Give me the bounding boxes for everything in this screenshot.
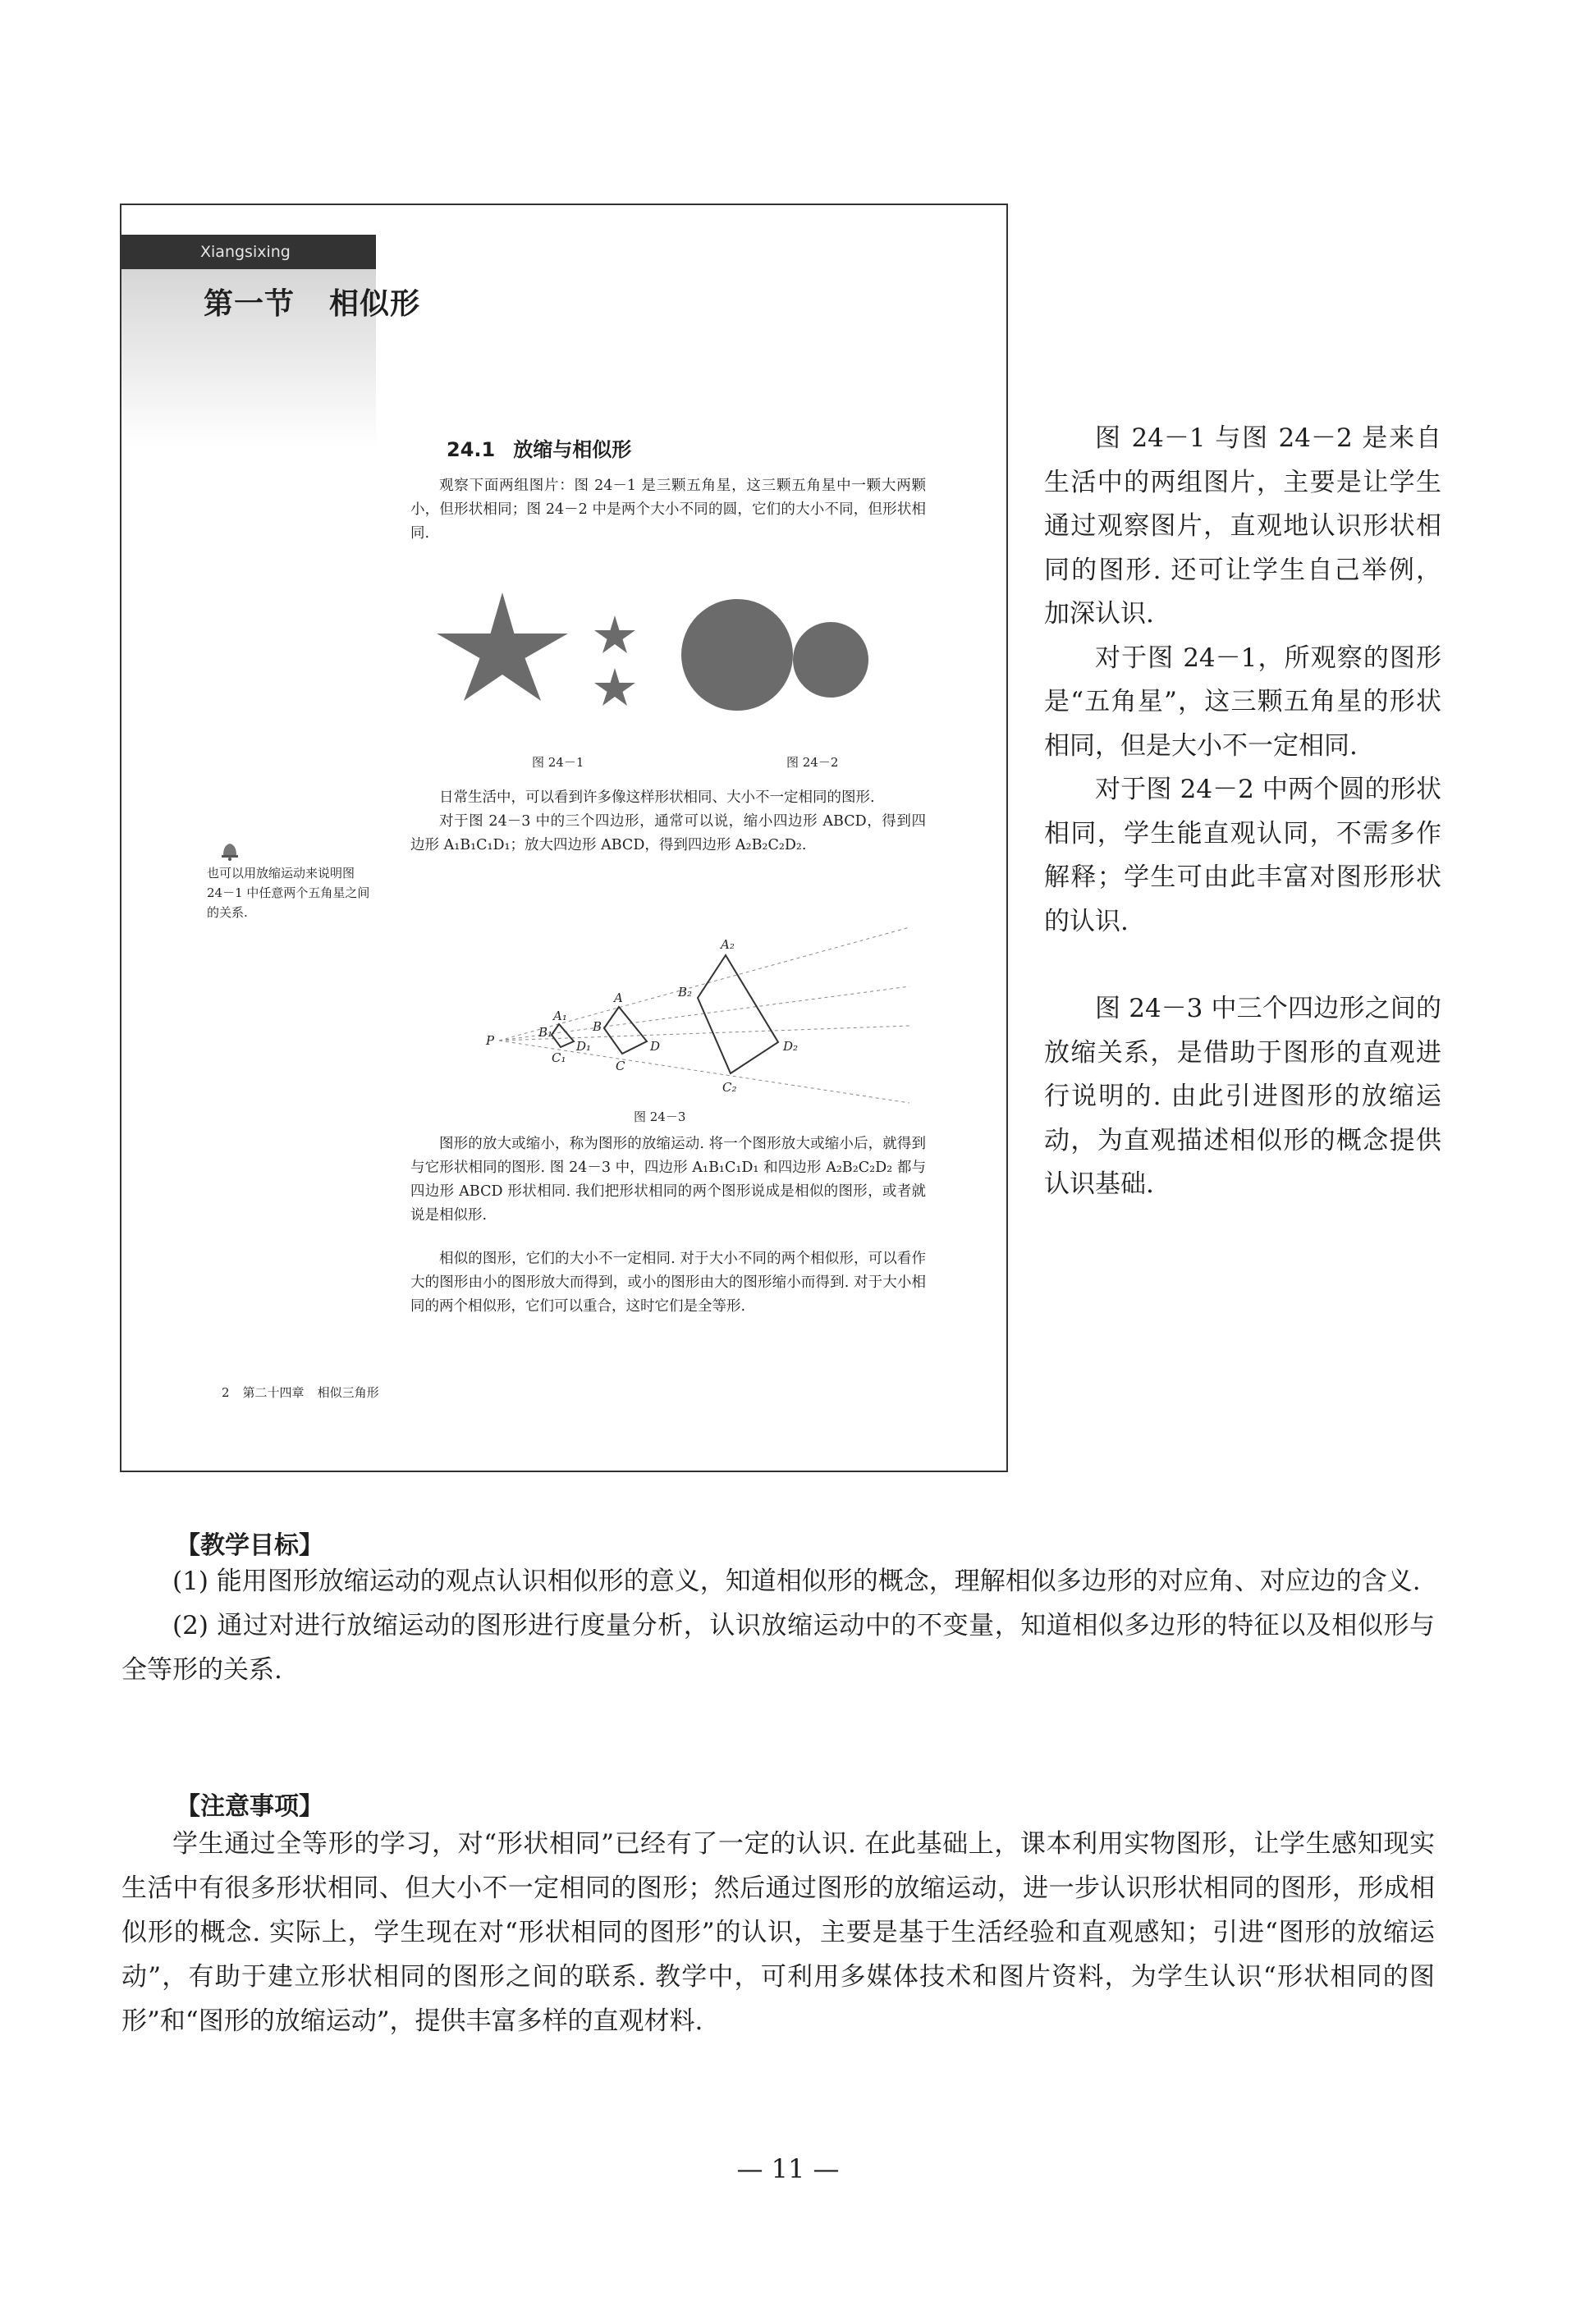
label-D2: D₂ xyxy=(783,1039,799,1054)
ray-to-D2 xyxy=(499,1026,909,1041)
goal-item-1: (1) 能用图形放缩运动的观点认识相似形的意义，知道相似形的概念，理解相似多边形的对应角、对应边的含义. xyxy=(172,1567,1421,1596)
label-C2: C₂ xyxy=(722,1080,737,1095)
section-number: 第一节 xyxy=(204,287,296,321)
commentary-paragraph-3: 对于图 24－2 中两个圆的形状相同，学生能直观认同，不需多作解释；学生可由此丰富对图形形状的认识. xyxy=(1044,775,1441,936)
subsection-title: 放缩与相似形 xyxy=(513,438,632,461)
label-P: P xyxy=(486,1033,495,1048)
subsection-number: 24.1 xyxy=(447,438,496,461)
label-D: D xyxy=(650,1039,661,1054)
section-name: 相似形 xyxy=(329,287,421,321)
textbook-paragraph-1: 观察下面两组图片：图 24－1 是三颗五角星，这三颗五角星中一颗大两颗小，但形状相同；图 24－2 中是两个大小不同的圆，它们的大小不同，但形状相同. xyxy=(410,478,926,542)
textbook-paragraphs-2-3 xyxy=(410,786,926,858)
subsection-heading xyxy=(447,433,631,462)
quad-ABCD xyxy=(604,1007,647,1054)
small-circle-shape xyxy=(793,622,868,698)
figure-24-3-caption: 图 24－3 xyxy=(634,1109,686,1124)
label-A1: A₁ xyxy=(553,1009,567,1023)
label-A2: A₂ xyxy=(721,937,735,952)
large-circle-shape xyxy=(681,599,793,711)
small-star-bottom-shape xyxy=(594,668,635,706)
label-A: A xyxy=(614,990,623,1005)
section-tab: Xiangsixing xyxy=(121,235,376,269)
notes-body: 学生通过全等形的学习，对“形状相同”已经有了一定的认识. 在此基础上，课本利用实物图形，让学生感知现实生活中有很多形状相同、但大小不一定相同的图形；然后通过图形的放缩运动，进一步认识形状相同的图形，形成相似形的概念. 实际上，学生现在对“形状相同的图形”的认识，主要是基于生活经验和直观感知；引进“图形的放缩运动”，有助于建立形状相同的图形之间的联系. 教学中，可利用多媒体技术和图片资料，为学生认识“形状相同的图形”和“图形的放缩运动”，提供丰富多样的直观材料. xyxy=(121,1829,1435,2036)
commentary-column xyxy=(1044,417,1441,1207)
textbook-paragraph-2: 日常生活中，可以看到许多像这样形状相同、大小不一定相同的图形. xyxy=(439,789,875,806)
ray-to-A2 xyxy=(499,927,909,1041)
notes-heading: 【注意事项】 xyxy=(176,1792,323,1821)
quad-A1B1C1D1 xyxy=(552,1024,574,1047)
textbook-footer xyxy=(222,1384,379,1401)
textbook-page-panel xyxy=(120,204,1008,1472)
textbook-paragraph-5: 相似的图形，它们的大小不一定相同. 对于大小不同的两个相似形，可以看作大的图形由小的图形放大而得到，或小的图形由大的图形缩小而得到. 对于大小相同的两个相似形，它们可以重合，这时它们是全等形. xyxy=(410,1251,926,1315)
star-and-circle-figures xyxy=(433,583,893,739)
figure-24-1-caption: 图 24－1 xyxy=(532,755,584,770)
label-D1: D₁ xyxy=(576,1039,592,1054)
commentary-paragraph-4: 图 24－3 中三个四边形之间的放缩关系，是借助于图形的直观进行说明的. 由此引进图形的放缩运动，为直观描述相似形的概念提供认识基础. xyxy=(1044,994,1441,1199)
textbook-paragraph-3: 对于图 24－3 中的三个四边形，通常可以说，缩小四边形 ABCD，得到四边形 A₁B₁C₁D₁；放大四边形 ABCD，得到四边形 A₂B₂C₂D₂. xyxy=(410,813,926,853)
large-star-shape xyxy=(437,592,568,701)
label-B: B xyxy=(593,1019,602,1034)
bell-note-icon xyxy=(218,839,241,862)
footer-chapter-title: 相似三角形 xyxy=(317,1385,379,1400)
small-star-top-shape xyxy=(594,615,635,653)
figure-24-2-caption: 图 24－2 xyxy=(786,755,839,770)
quad-A2B2C2D2 xyxy=(698,955,778,1073)
label-C1: C₁ xyxy=(552,1050,566,1065)
commentary-paragraph-1: 图 24－1 与图 24－2 是来自生活中的两组图片，主要是让学生通过观察图片，直观地认识形状相同的图形. 还可让学生自己举例，加深认识. xyxy=(1044,423,1441,629)
commentary-paragraph-2: 对于图 24－1，所观察的图形是“五角星”，这三颗五角星的形状相同，但是大小不一定相同. xyxy=(1044,643,1441,761)
footer-chapter: 第二十四章 xyxy=(242,1385,305,1400)
page-number: — 11 — xyxy=(736,2153,840,2184)
label-C: C xyxy=(616,1059,625,1073)
margin-note: 也可以用放缩运动来说明图 24－1 中任意两个五角星之间的关系. xyxy=(207,866,370,920)
teaching-goals-body xyxy=(121,1559,1435,1692)
teaching-goals-heading: 【教学目标】 xyxy=(176,1531,323,1560)
label-B2: B₂ xyxy=(678,985,693,1000)
textbook-paragraph-4: 图形的放大或缩小，称为图形的放缩运动. 将一个图形放大或缩小后，就得到与它形状相同的图形. 图 24－3 中，四边形 A₁B₁C₁D₁ 和四边形 A₂B₂C₂D₂ 都与四边形 ABCD 形状相同. 我们把形状相同的两个图形说成是相似的图形，或者就说是相似形. xyxy=(410,1136,926,1224)
scaled-quadrilaterals-figure xyxy=(483,927,909,1108)
section-title xyxy=(204,281,420,323)
goal-item-2: (2) 通过对进行放缩运动的图形进行度量分析，认识放缩运动中的不变量，知道相似多边形的特征以及相似形与全等形的关系. xyxy=(121,1611,1435,1685)
textbook-page-number: 2 xyxy=(222,1385,230,1400)
label-B1: B₁ xyxy=(538,1025,553,1040)
